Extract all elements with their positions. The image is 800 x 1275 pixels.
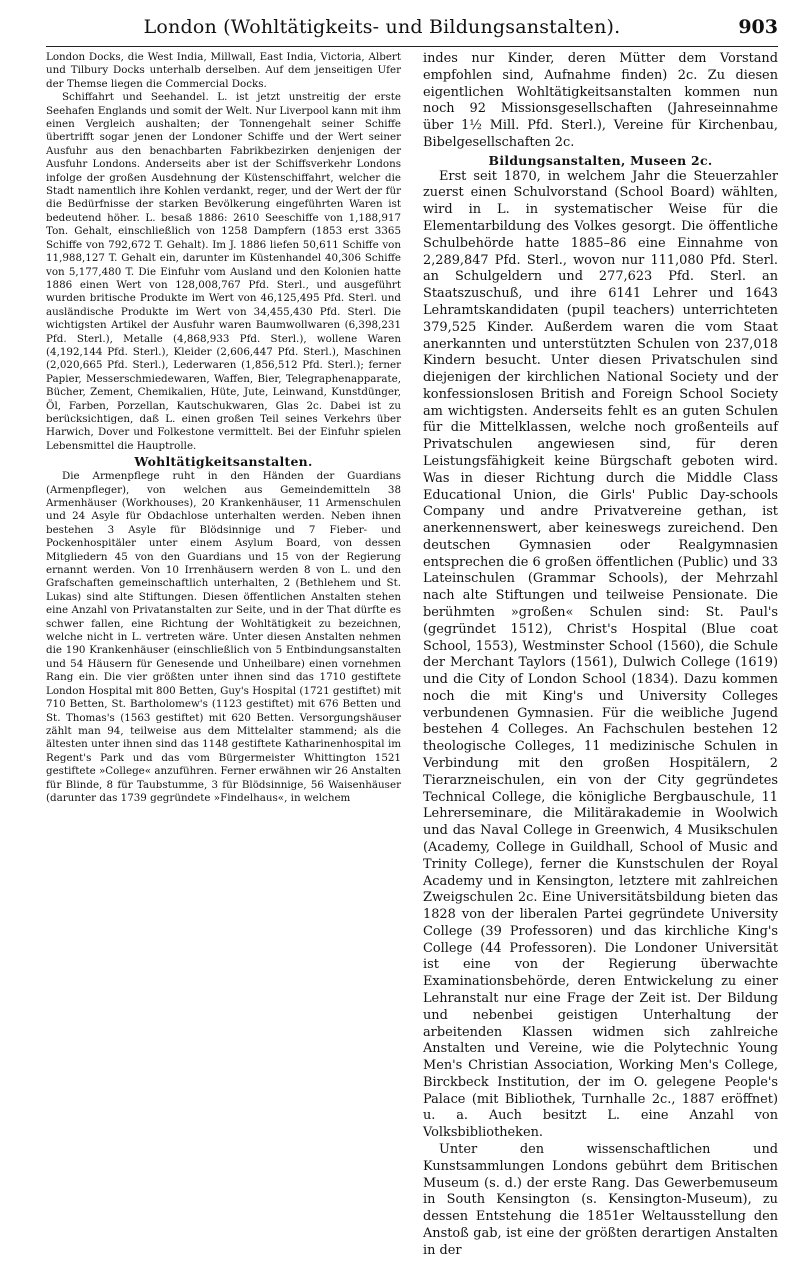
page-number: 903: [738, 16, 778, 38]
section-heading-charities: Wohltätigkeitsanstalten.: [134, 454, 313, 470]
section-heading-education: Bildungsanstalten, Museen 2c.: [488, 152, 713, 168]
paragraph-missions: indes nur Kinder, deren Mütter dem Vorstand empfohlen sind, Aufnahme finden) 2c. Zu diesen eigentlichen Wohltätigkeitsanstalten kommen nun noch 92 Missionsgesellschaften (Jahreseinnahme über 1½ Mill. Pfd. Sterl.), Vereine für Kirchenbau, Bibelgesellschaften 2c.: [423, 51, 778, 150]
paragraph-poor-relief: Die Armenpflege ruht in den Händen der Guardians (Armenpfleger), von welchen aus Gemeindemitteln 38 Armenhäuser (Workhouses), 20 Krankenhäuser, 11 Armenschulen und 24 Asyle für Obdachlose unterhalten werden. Neben ihnen bestehen 3 Asyle für Blödsinnige und 7 Fieber- und Pockenhospitäler unter einem Asylum Board, von dessen Mitgliedern 45 von den Guardians und 15 von der Regierung ernannt werden. Von 10 Irrenhäusern werden 8 von L. und den Grafschaften gemeinschaftlich unterhalten, 2 (Bethlehem und St. Lukas) sind alte Stiftungen. Diesen öffentlichen Anstalten stehen eine Anzahl von Privatanstalten zur Seite, und in der That dürfte es schwer fallen, eine Richtung der Wohltätigkeit zu bezeichnen, welche nicht in L. vertreten wäre. Unter diesen Anstalten nehmen die 190 Krankenhäuser (einschließlich von 5 Entbindungsanstalten und 54 Häusern für Genesende und Unheilbare) einen vornehmen Rang ein. Die vier größten unter ihnen sind das 1710 gestiftete London Hospital mit 800 Betten, Guy's Hospital (1721 gestiftet) mit 710 Betten, St. Bartholomew's (1123 gestiftet) mit 676 Betten und St. Thomas's (1563 gestiftet) mit 620 Betten. Versorgungshäuser zählt man 94, teilweise aus dem Mittelalter stammend; als die ältesten unter ihnen sind das 1148 gestiftete Katharinenhospital im Regent's Park und das vom Bürgermeister Whittington 1521 gestiftete »College« anzuführen. Ferner erwähnen wir 26 Anstalten für Blinde, 8 für Taubstumme, 3 für Blödsinnige, 56 Waisenhäuser (darunter das 1739 gegründete »Findelhaus«, in welchem: [46, 470, 401, 804]
paragraph-schools: Erst seit 1870, in welchem Jahr die Steuerzahler zuerst einen Schulvorstand (School Board) wählten, wird in L. in systematischer Weise für die Elementarbildung des Volkes gesorgt. Die öffentliche Schulbehörde hatte 1885–86 eine Einnahme von 2,289,847 Pfd. Sterl., wovon nur 111,080 Pfd. Sterl. an Schulgeldern und 277,623 Pfd. Sterl. an Staatszuschuß, und ihre 6141 Lehrer und 1643 Lehramtskandidaten (pupil teachers) unterrichteten 379,525 Kinder. Außerdem waren die vom Staat anerkannten und unterstützten Schulen von 237,018 Kindern besucht. Unter diesen Privatschulen sind diejenigen der kirchlichen National Society und der konfessionslosen British and Foreign School Society am wichtigsten. Anderseits fehlt es an guten Schulen für die Mittelklassen, welche noch großenteils auf Privatschulen angewiesen sind, für deren Leistungsfähigkeit keine Bürgschaft geboten wird. Was in dieser Richtung durch die Middle Class Educational Union, die Girls' Public Day-schools Company und andre Privatvereine gethan, ist anerkennenswert, aber keineswegs zureichend. Den deutschen Gymnasien oder Realgymnasien entsprechen die 6 großen öffentlichen (Public) und 33 Lateinschulen (Grammar Schools), der Mehrzahl nach alte Stiftungen und teilweise Pensionate. Die berühmten »großen« Schulen sind: St. Paul's (gegründet 1512), Christ's Hospital (Blue coat School, 1553), Westminster School (1560), die Schule der Merchant Taylors (1561), Dulwich College (1619) und die City of London School (1834). Dazu kommen noch die mit King's und University Colleges verbundenen Gymnasien. Für die weibliche Jugend bestehen 4 Colleges. An Fachschulen bestehen 12 theologische Colleges, 11 medizinische Schulen in Verbindung mit den großen Hospitälern, 2 Tierarzneischulen, ein von der City gegründetes Technical College, die königliche Bergbauschule, 11 Lehrerseminare, die Militärakademie in Woolwich und das Naval College in Greenwich, 4 Musikschulen (Academy, College in Guildhall, School of Music and Trinity College), ferner die Kunstschulen der Royal Academy und in Kensington, letztere mit zahlreichen Zweigschulen 2c. Eine Universitätsbildung bieten das 1828 von der liberalen Partei gegründete University College (39 Professoren) und das kirchliche King's College (44 Professoren). Die Londoner Universität ist eine von der Regierung überwachte Examinationsbehörde, deren Entwickelung zu einer Lehranstalt nur eine Frage der Zeit ist. Der Bildung und nebenbei geistigen Unterhaltung der arbeitenden Klassen widmen sich zahlreiche Anstalten und Vereine, wie die Polytechnic Young Men's Christian Association, Working Men's College, Birckbeck Institution, der im O. gelegene People's Palace (mit Bibliothek, Turnhalle 2c., 1887 eröffnet) u. a. Auch besitzt L. eine Anzahl von Volksbibliotheken.: [423, 168, 778, 1141]
running-title: London (Wohltätigkeits- und Bildungsanstalten).: [143, 16, 621, 38]
page-header: [46, 10, 778, 47]
left-column: [46, 51, 401, 1259]
paragraph-docks: London Docks, die West India, Millwall, East India, Victoria, Albert und Tilbury Docks unterhalb derselben. Auf dem jenseitigen Ufer der Themse liegen die Commercial Docks.: [46, 51, 401, 90]
right-column: [423, 51, 778, 1259]
paragraph-museums: Unter den wissenschaftlichen und Kunstsammlungen Londons gebührt dem Britischen Museum (s. d.) der erste Rang. Das Gewerbemuseum in South Kensington (s. Kensington-Museum), zu dessen Entstehung die 1851er Weltausstellung den Anstoß gab, ist eine der größten derartigen Anstalten in der: [423, 1142, 778, 1258]
text-columns: [46, 51, 778, 1259]
paragraph-shipping-trade: Schiffahrt und Seehandel. L. ist jetzt unstreitig der erste Seehafen Englands und somit der Welt. Nur Liverpool kann mit ihm einen Vergleich aushalten; der Tonnengehalt seiner Schiffe übertrifft sogar jenen der Londoner Schiffe und der Wert seiner Ausfuhr aus den benachbarten Fabrikbezirken denjenigen der Ausfuhr Londons. Anderseits aber ist der Schiffsverkehr Londons infolge der großen Ausdehnung der Küstenschiffahrt, welcher die Stadt namentlich ihre Kohlen verdankt, reger, und der Wert der für die Bedürfnisse der starken Bevölkerung eingeführten Waren ist bedeutend höher. L. besaß 1886: 2610 Seeschiffe von 1,188,917 Ton. Gehalt, einschließlich von 1258 Dampfern (1853 erst 3365 Schiffe von 792,672 T. Gehalt). Im J. 1886 liefen 50,611 Schiffe von 11,988,127 T. Gehalt ein, darunter im Küstenhandel 40,306 Schiffe von 5,177,480 T. Die Einfuhr vom Ausland und den Kolonien hatte 1886 einen Wert von 128,008,767 Pfd. Sterl., und ausgeführt wurden britische Produkte im Wert von 46,125,495 Pfd. Sterl. und ausländische Produkte im Wert von 34,455,430 Pfd. Sterl. Die wichtigsten Artikel der Ausfuhr waren Baumwollwaren (6,398,231 Pfd. Sterl.), Metalle (4,868,933 Pfd. Sterl.), wollene Waren (4,192,144 Pfd. Sterl.), Kleider (2,606,447 Pfd. Sterl.), Maschinen (2,020,665 Pfd. Sterl.), Lederwaren (1,856,512 Pfd. Sterl.); ferner Papier, Messerschmiedewaren, Waffen, Bier, Telegraphenapparate, Bücher, Zement, Chemikalien, Hüte, Jute, Leinwand, Kunstdünger, Öl, Farben, Porzellan, Kautschukwaren, Glas 2c. Dabei ist zu berücksichtigen, daß L. einen großen Teil seines Verkehrs über Harwich, Dover und Folkestone vermittelt. Bei der Einfuhr spielen Lebensmittel die Hauptrolle.: [46, 91, 401, 452]
